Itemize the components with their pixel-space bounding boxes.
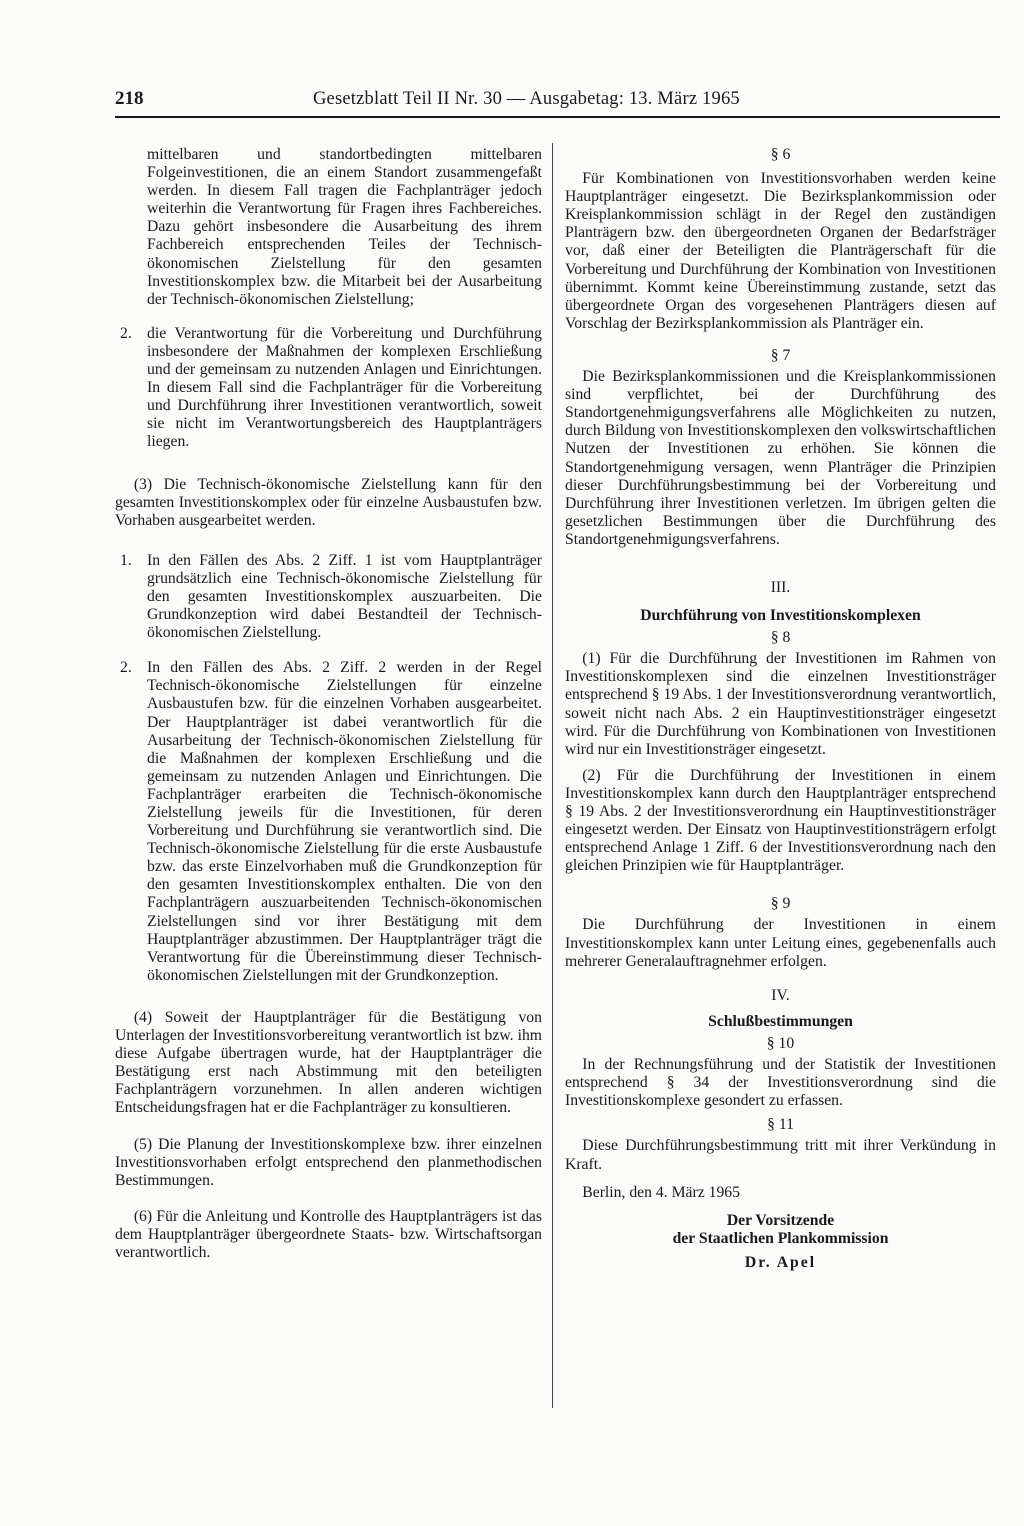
part-3-number: III. <box>770 578 791 596</box>
paragraph-6: (6) Für die Anleitung und Kontrolle des Hauptplanträgers ist das dem Hauptplanträger übergeordnete Staats- bzw. Wirtschaftsorgan verantwortlich. <box>115 1207 542 1261</box>
section-8-paragraph-2: (2) Für die Durchführung der Investitionen in einem Investitionskomplex kann durch den Hauptplanträger entsprechend § 19 Abs. 2 der Investitionsverordnung ein Hauptinvestitionsträger eingesetzt werden. Der Einsatz von Hauptinvestitionsträgern erfolgt entsprechend Anlage 1 Ziff. 6 der Investitionsverordnung nach den gleichen Prinzipien wie für Hauptplanträger. <box>565 766 996 875</box>
part-4-title: Schlußbestimmungen <box>708 1012 853 1030</box>
list-item <box>115 325 542 452</box>
right-column <box>565 146 996 1272</box>
section-11-heading: § 11 <box>767 1116 794 1134</box>
section-8-heading: § 8 <box>770 629 791 647</box>
section-9-text: Die Durchführung der Investitionen in einem Investitionskomplex kann unter Leitung eines, gegebenenfalls auch mehrerer Generalauftragnehmer erfolgen. <box>565 916 996 970</box>
paragraph-4: (4) Soweit der Hauptplanträger für die Bestätigung von Unterlagen der Investitionsvorbereitung verantwortlich ist bzw. ihm diese Aufgabe übertragen wurde, hat der Hauptplanträger die Bestätigung erst nach Abstimmung mit den beteiligten Fachplanträgern vorzunehmen. In allen anderen wichtigen Entscheidungsfragen hat er die Fachplanträger zu konsultieren. <box>115 1008 542 1117</box>
signature-name: Dr. Apel <box>744 1253 817 1271</box>
list-item <box>115 659 542 985</box>
list-item <box>115 552 542 642</box>
paragraph-3: (3) Die Technisch-ökonomische Zielstellung kann für den gesamten Investitionskomplex oder für einzelne Ausbaustufen bzw. Vorhaben ausgearbeitet werden. <box>115 475 542 529</box>
item-number: 2. <box>120 659 132 677</box>
section-11-text: Diese Durchführungsbestimmung tritt mit ihrer Verkündung in Kraft. <box>565 1137 996 1173</box>
paragraph-5: (5) Die Planung der Investitionskomplexe bzw. ihrer einzelnen Investitionsvorhaben erfolgt entsprechend den planmethodischen Bestimmungen. <box>115 1135 542 1189</box>
section-10-text: In der Rechnungsführung und der Statistik der Investitionen entsprechend § 34 der Investitionsverordnung sind die Investitionskomplexe gesondert zu erfassen. <box>565 1056 996 1110</box>
signature-organisation: der Staatlichen Plankommission <box>672 1229 889 1247</box>
column-divider <box>552 143 553 1408</box>
place-date: Berlin, den 4. März 1965 <box>582 1183 740 1201</box>
section-6-text: Für Kombinationen von Investitionsvorhaben werden keine Hauptplanträger eingesetzt. Die Bezirksplankommission oder Kreisplankommission schlägt in der Regel den zuständigen Planträgern bzw. den übergeordneten Organen der Bedarfsträger vor, daß einer der Beteiligten die Planträgerschaft für die Vorbereitung und Durchführung der Kombination von Investitionen übernimmt. Kommt keine Übereinstimmung zustande, setzt das übergeordnete Organ des vorgesehenen Planträgers diesen auf Vorschlag der Bezirksplankommission als Planträger ein. <box>565 170 996 332</box>
section-10-heading: § 10 <box>766 1034 795 1052</box>
signature-title: Der Vorsitzende <box>726 1211 835 1229</box>
item-number: 2. <box>120 324 132 342</box>
item-text: die Verantwortung für die Vorbereitung und Durchführung insbesondere der Maßnahmen der komplexen Erschließung und der gemeinsam zu nutzenden Anlagen und Einrichtungen. In diesem Fall sind die Fachplanträger für die Vorbereitung und Durchführung ihrer Investitionen verantwortlich, soweit sie nicht im Verantwortungsbereich des Hauptplanträgers liegen. <box>147 324 542 451</box>
part-4-number: IV. <box>771 986 790 1004</box>
item-text: In den Fällen des Abs. 2 Ziff. 1 ist vom Hauptplanträger grundsätzlich eine Technisch-ökonomische Zielstellung für den gesamten Investitionskomplex auszuarbeiten. Die Grundkonzeption wird dabei Bestandteil der Technisch-ökonomischen Zielstellung. <box>147 551 542 642</box>
section-9-heading: § 9 <box>770 895 791 913</box>
page-number: 218 <box>115 88 144 109</box>
item-text: In den Fällen des Abs. 2 Ziff. 2 werden in der Regel Technisch-ökonomische Zielstellungen für einzelne Ausbaustufen bzw. für die einzelnen Vorhaben ausgearbeitet. Der Hauptplanträger ist dabei verantwortlich für die Ausarbeitung der Technisch-ökonomischen Zielstellung für die Maßnahmen der komplexen Erschließung und die gemeinsam zu nutzenden Anlagen und Einrichtungen. Die Fachplanträger erarbeiten die Technisch-ökonomische Zielstellung jeweils für die Investitionen, für deren Vorbereitung und Durchführung sie verantwortlich sind. Die Technisch-ökonomische Zielstellung für die erste Ausbaustufe bzw. das erste Einzelvorhaben muß die Grundkonzeption für den gesamten Investitionskomplex enthalten. Die von den Fachplanträgern auszuarbeitenden Technisch-ökonomischen Zielstellungen sind vor ihrer Bestätigung mit dem Hauptplanträger abzustimmen. Der Hauptplanträger trägt die Verantwortung für die Übereinstimmung dieser Technisch-ökonomischen Zielstellungen mit der Grundkonzeption. <box>147 659 542 984</box>
part-3-title: Durchführung von Investitionskomplexen <box>640 607 921 625</box>
item-number: 1. <box>120 551 132 569</box>
page-header <box>115 86 1000 118</box>
section-8-paragraph-1: (1) Für die Durchführung der Investitionen im Rahmen von Investitionskomplexen sind die einzelnen Investitionsträger entsprechend § 19 Abs. 1 der Investitionsverordnung verantwortlich, soweit nicht nach Abs. 2 ein Hauptinvestitionsträger eingesetzt wird. Für die Durchführung von Kombinationen von Investitionen wird nur ein Investitionsträger eingesetzt. <box>565 650 996 758</box>
section-7-heading: § 7 <box>770 346 791 364</box>
left-column <box>115 146 542 1262</box>
section-6-heading: § 6 <box>770 146 791 163</box>
item-1-continuation: mittelbaren und standortbedingten mittelbaren Folgeinvestitionen, die an einem Standort zusammengefaßt werden. In diesem Fall tragen die Fachplanträger jedoch weiterhin die Verantwortung für Fragen ihres Fachbereiches. Dazu gehört insbesondere die Ausarbeitung des ihrem Fachbereich entsprechenden Teiles der Technisch-ökonomischen Zielstellung für den gesamten Investitionskomplex bzw. die Mitarbeit bei der Ausarbeitung der Technisch-ökonomischen Zielstellung; <box>147 146 542 308</box>
section-7-text: Die Bezirksplankommissionen und die Kreisplankommissionen sind verpflichtet, bei der Durchführung des Standortgenehmigungsverfahrens alle Möglichkeiten zu nutzen, durch Bildung von Investitionskomplexen den volkswirtschaftlichen Nutzen der Investitionen zu erhöhen. Sie können die Standortgenehmigung versagen, wenn Planträger die Prinzipien dieser Durchführungsbestimmung bei der Vorbereitung und Durchführung ihrer Investitionen verletzen. Im übrigen gelten die gesetzlichen Bestimmungen über die Durchführung des Standortgenehmigungsverfahrens. <box>565 368 996 548</box>
running-title: Gesetzblatt Teil II Nr. 30 — Ausgabetag: 13. März 1965 <box>313 89 740 109</box>
